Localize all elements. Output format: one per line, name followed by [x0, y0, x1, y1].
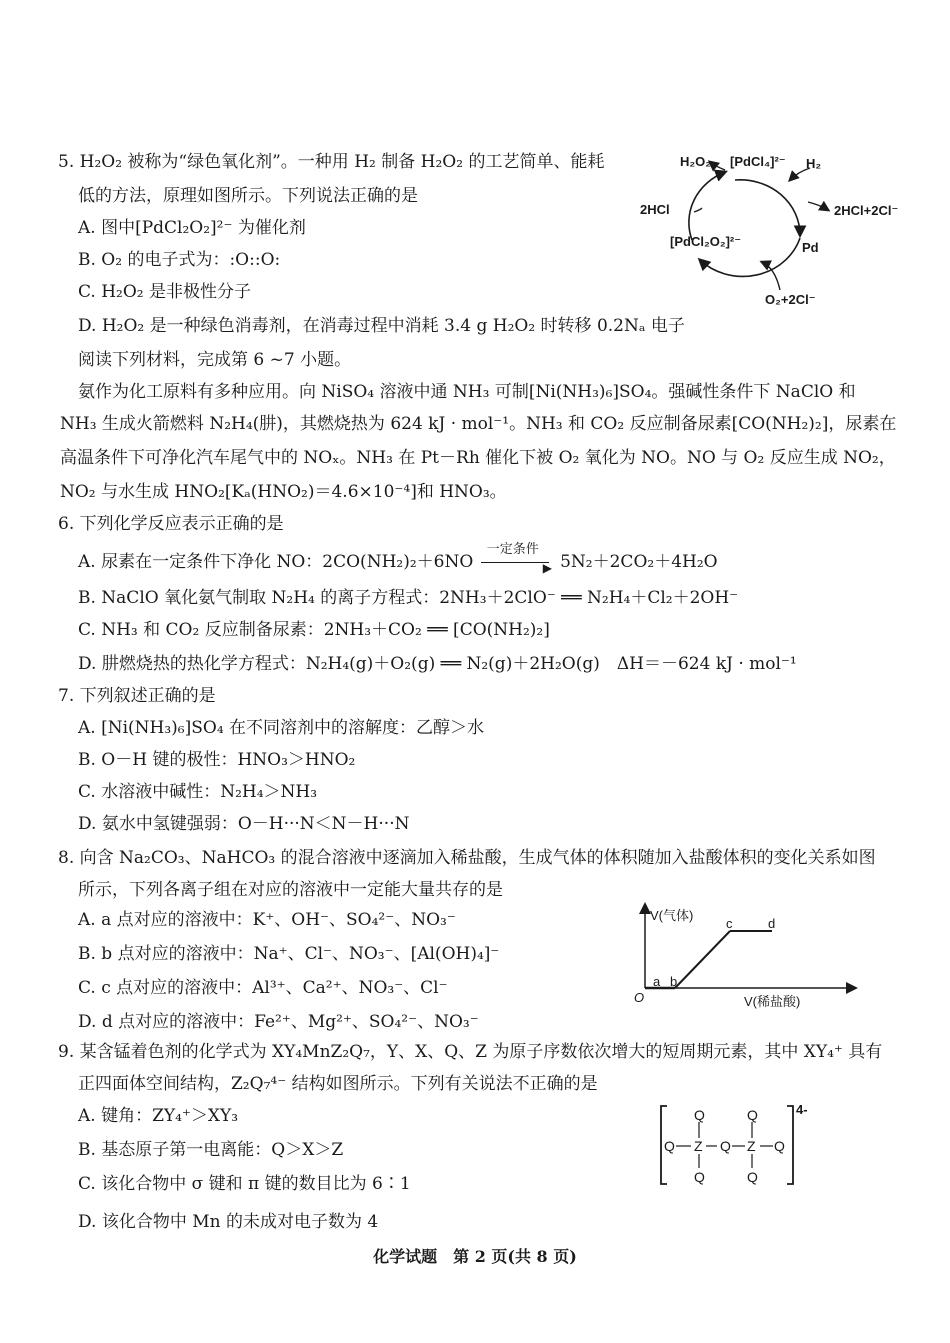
label-pd: Pd [802, 240, 819, 255]
atom-q-top-left: Q [694, 1107, 705, 1123]
q8-option-c: C. c 点对应的溶液中：Al³⁺、Ca²⁺、NO₃⁻、Cl⁻ [78, 978, 448, 998]
label-2hcl-2cl: 2HCl+2Cl⁻ [834, 203, 899, 218]
q5-option-d: D. H₂O₂ 是一种绿色消毒剂，在消毒过程中消耗 3.4 g H₂O₂ 时转移 0.2Nₐ 电子 [78, 316, 685, 336]
q9-option-d: D. 该化合物中 Mn 的未成对电子数为 4 [78, 1212, 379, 1232]
atom-q-bottom-left: Q [694, 1169, 705, 1185]
label-h2: H₂ [806, 156, 822, 171]
graph-point-c: c [726, 916, 733, 931]
q9-option-b: B. 基态原子第一电离能：Q＞X＞Z [78, 1140, 344, 1160]
q7-stem: 7. 下列叙述正确的是 [58, 686, 216, 706]
q6-option-a-right: 5N₂＋2CO₂＋4H₂O [560, 552, 718, 572]
q8-option-d: D. d 点对应的溶液中：Fe²⁺、Mg²⁺、SO₄²⁻、NO₃⁻ [78, 1012, 479, 1032]
q6-option-b: B. NaClO 氧化氨气制取 N₂H₄ 的离子方程式：2NH₃＋2ClO⁻ ══ N₂H₄＋Cl₂＋2OH⁻ [78, 588, 739, 608]
q5-cycle-diagram [630, 140, 930, 315]
graph-ylabel: V(气体) [650, 908, 694, 923]
q5-option-b: B. O₂ 的电子式为：:O::O: [78, 250, 281, 270]
q5-stem-line2: 低的方法，原理如图所示。下列说法正确的是 [78, 186, 418, 206]
label-h2o2: H₂O₂ [680, 154, 712, 169]
arrow-2hcl-in [694, 208, 702, 212]
atom-q-left: Q [664, 1138, 675, 1154]
q6-stem: 6. 下列化学反应表示正确的是 [58, 514, 284, 534]
q6-option-c: C. NH₃ 和 CO₂ 反应制备尿素：2NH₃＋CO₂ ══ [CO(NH₂)₂] [78, 620, 550, 640]
q7-option-a: A. [Ni(NH₃)₆]SO₄ 在不同溶剂中的溶解度：乙醇＞水 [78, 718, 485, 738]
material-paragraph-line1: 氨作为化工原料有多种应用。向 NiSO₄ 溶液中通 NH₃ 可制[Ni(NH₃)₆]SO₄。强碱性条件下 NaClO 和 [78, 382, 856, 402]
q9-option-a: A. 键角：ZY₄⁺＞XY₃ [78, 1106, 239, 1126]
q8-option-a: A. a 点对应的溶液中：K⁺、OH⁻、SO₄²⁻、NO₃⁻ [78, 910, 456, 930]
q5-option-c: C. H₂O₂ 是非极性分子 [78, 282, 252, 302]
right-bracket [787, 1106, 793, 1184]
q6-option-a-left: A. 尿素在一定条件下净化 NO：2CO(NH₂)₂＋6NO [78, 552, 474, 572]
cycle-arc-left [689, 172, 725, 240]
atom-q-right: Q [774, 1138, 785, 1154]
q8-option-b: B. b 点对应的溶液中：Na⁺、Cl⁻、NO₃⁻、[Al(OH)₄]⁻ [78, 944, 500, 964]
q6-option-d: D. 肼燃烧热的热化学方程式：N₂H₄(g)＋O₂(g) ══ N₂(g)＋2H₂O(g) ΔH＝－624 kJ · mol⁻¹ [78, 654, 797, 674]
q8-stem-line1: 8. 向含 Na₂CO₃、NaHCO₃ 的混合溶液中逐滴加入稀盐酸，生成气体的体积随加入盐酸体积的变化关系如图 [58, 848, 876, 868]
label-o2-2cl: O₂+2Cl⁻ [765, 292, 816, 307]
atom-q-bottom-right: Q [747, 1169, 758, 1185]
atom-z-left: Z [694, 1138, 703, 1154]
q9-stem-line1: 9. 某含锰着色剂的化学式为 XY₄MnZ₂Q₇，Y、X、Q、Z 为原子序数依次增大的短周期元素，其中 XY₄⁺ 具有 [58, 1042, 883, 1062]
cycle-arc-top-right [735, 180, 800, 235]
q6-option-a-condition-arrow: 一定条件 ▶ [479, 550, 555, 574]
atom-q-top-right: Q [747, 1107, 758, 1123]
label-2hcl: 2HCl [640, 202, 670, 217]
q7-option-c: C. 水溶液中碱性：N₂H₄＞NH₃ [78, 782, 318, 802]
graph-point-a: a [653, 974, 661, 989]
graph-segment-rise [675, 931, 730, 988]
material-intro: 阅读下列材料，完成第 6 ~7 小题。 [78, 350, 352, 370]
q6-option-a [78, 542, 718, 575]
q5-option-a: A. 图中[PdCl₂O₂]²⁻ 为催化剂 [78, 218, 306, 238]
q7-option-d: D. 氨水中氢键强弱：O－H···N＜N－H···N [78, 814, 410, 834]
page-footer: 化学试题 第 2 页(共 8 页) [373, 1247, 577, 1266]
material-paragraph-line3: 高温条件下可净化汽车尾气中的 NOₓ。NH₃ 在 Pt－Rh 催化下被 O₂ 氧化为 NO。NO 与 O₂ 反应生成 NO₂， [60, 448, 896, 468]
atom-q-bridge: Q [720, 1138, 731, 1154]
q8-stem-line2: 所示，下列各离子组在对应的溶液中一定能大量共存的是 [78, 880, 503, 900]
arrow-h2o2-out [710, 162, 725, 170]
q9-option-c: C. 该化合物中 σ 键和 π 键的数目比为 6∶1 [78, 1174, 411, 1194]
q9-z2q7-structure [655, 1098, 830, 1193]
material-paragraph-line4: NO₂ 与水生成 HNO₂[Kₐ(HNO₂)＝4.6×10⁻⁴]和 HNO₃。 [60, 482, 507, 502]
q7-option-b: B. O－H 键的极性：HNO₃＞HNO₂ [78, 750, 356, 770]
arrow-2hcl-out [808, 202, 828, 210]
graph-origin: O [634, 990, 645, 1005]
q8-volume-graph [630, 900, 860, 1012]
graph-point-d: d [768, 916, 776, 931]
atom-z-right: Z [747, 1138, 756, 1154]
label-pdcl2o2: [PdCl₂O₂]²⁻ [670, 234, 742, 249]
material-paragraph-line2: NH₃ 生成火箭燃料 N₂H₄(肼)，其燃烧热为 624 kJ · mol⁻¹。NH₃ 和 CO₂ 反应制备尿素[CO(NH₂)₂]，尿素在 [60, 414, 897, 434]
label-pdcl4: [PdCl₄]²⁻ [730, 154, 786, 169]
q6-option-a-condition: 一定条件 [486, 542, 539, 557]
q5-stem-line1: 5. H₂O₂ 被称为“绿色氧化剂”。一种用 H₂ 制备 H₂O₂ 的工艺简单、能耗 [58, 152, 605, 172]
structure-charge: 4- [796, 1102, 808, 1117]
graph-xlabel: V(稀盐酸) [744, 994, 801, 1009]
graph-point-b: b [670, 974, 678, 989]
q9-stem-line2: 正四面体空间结构，Z₂Q₇⁴⁻ 结构如图所示。下列有关说法不正确的是 [78, 1074, 598, 1094]
